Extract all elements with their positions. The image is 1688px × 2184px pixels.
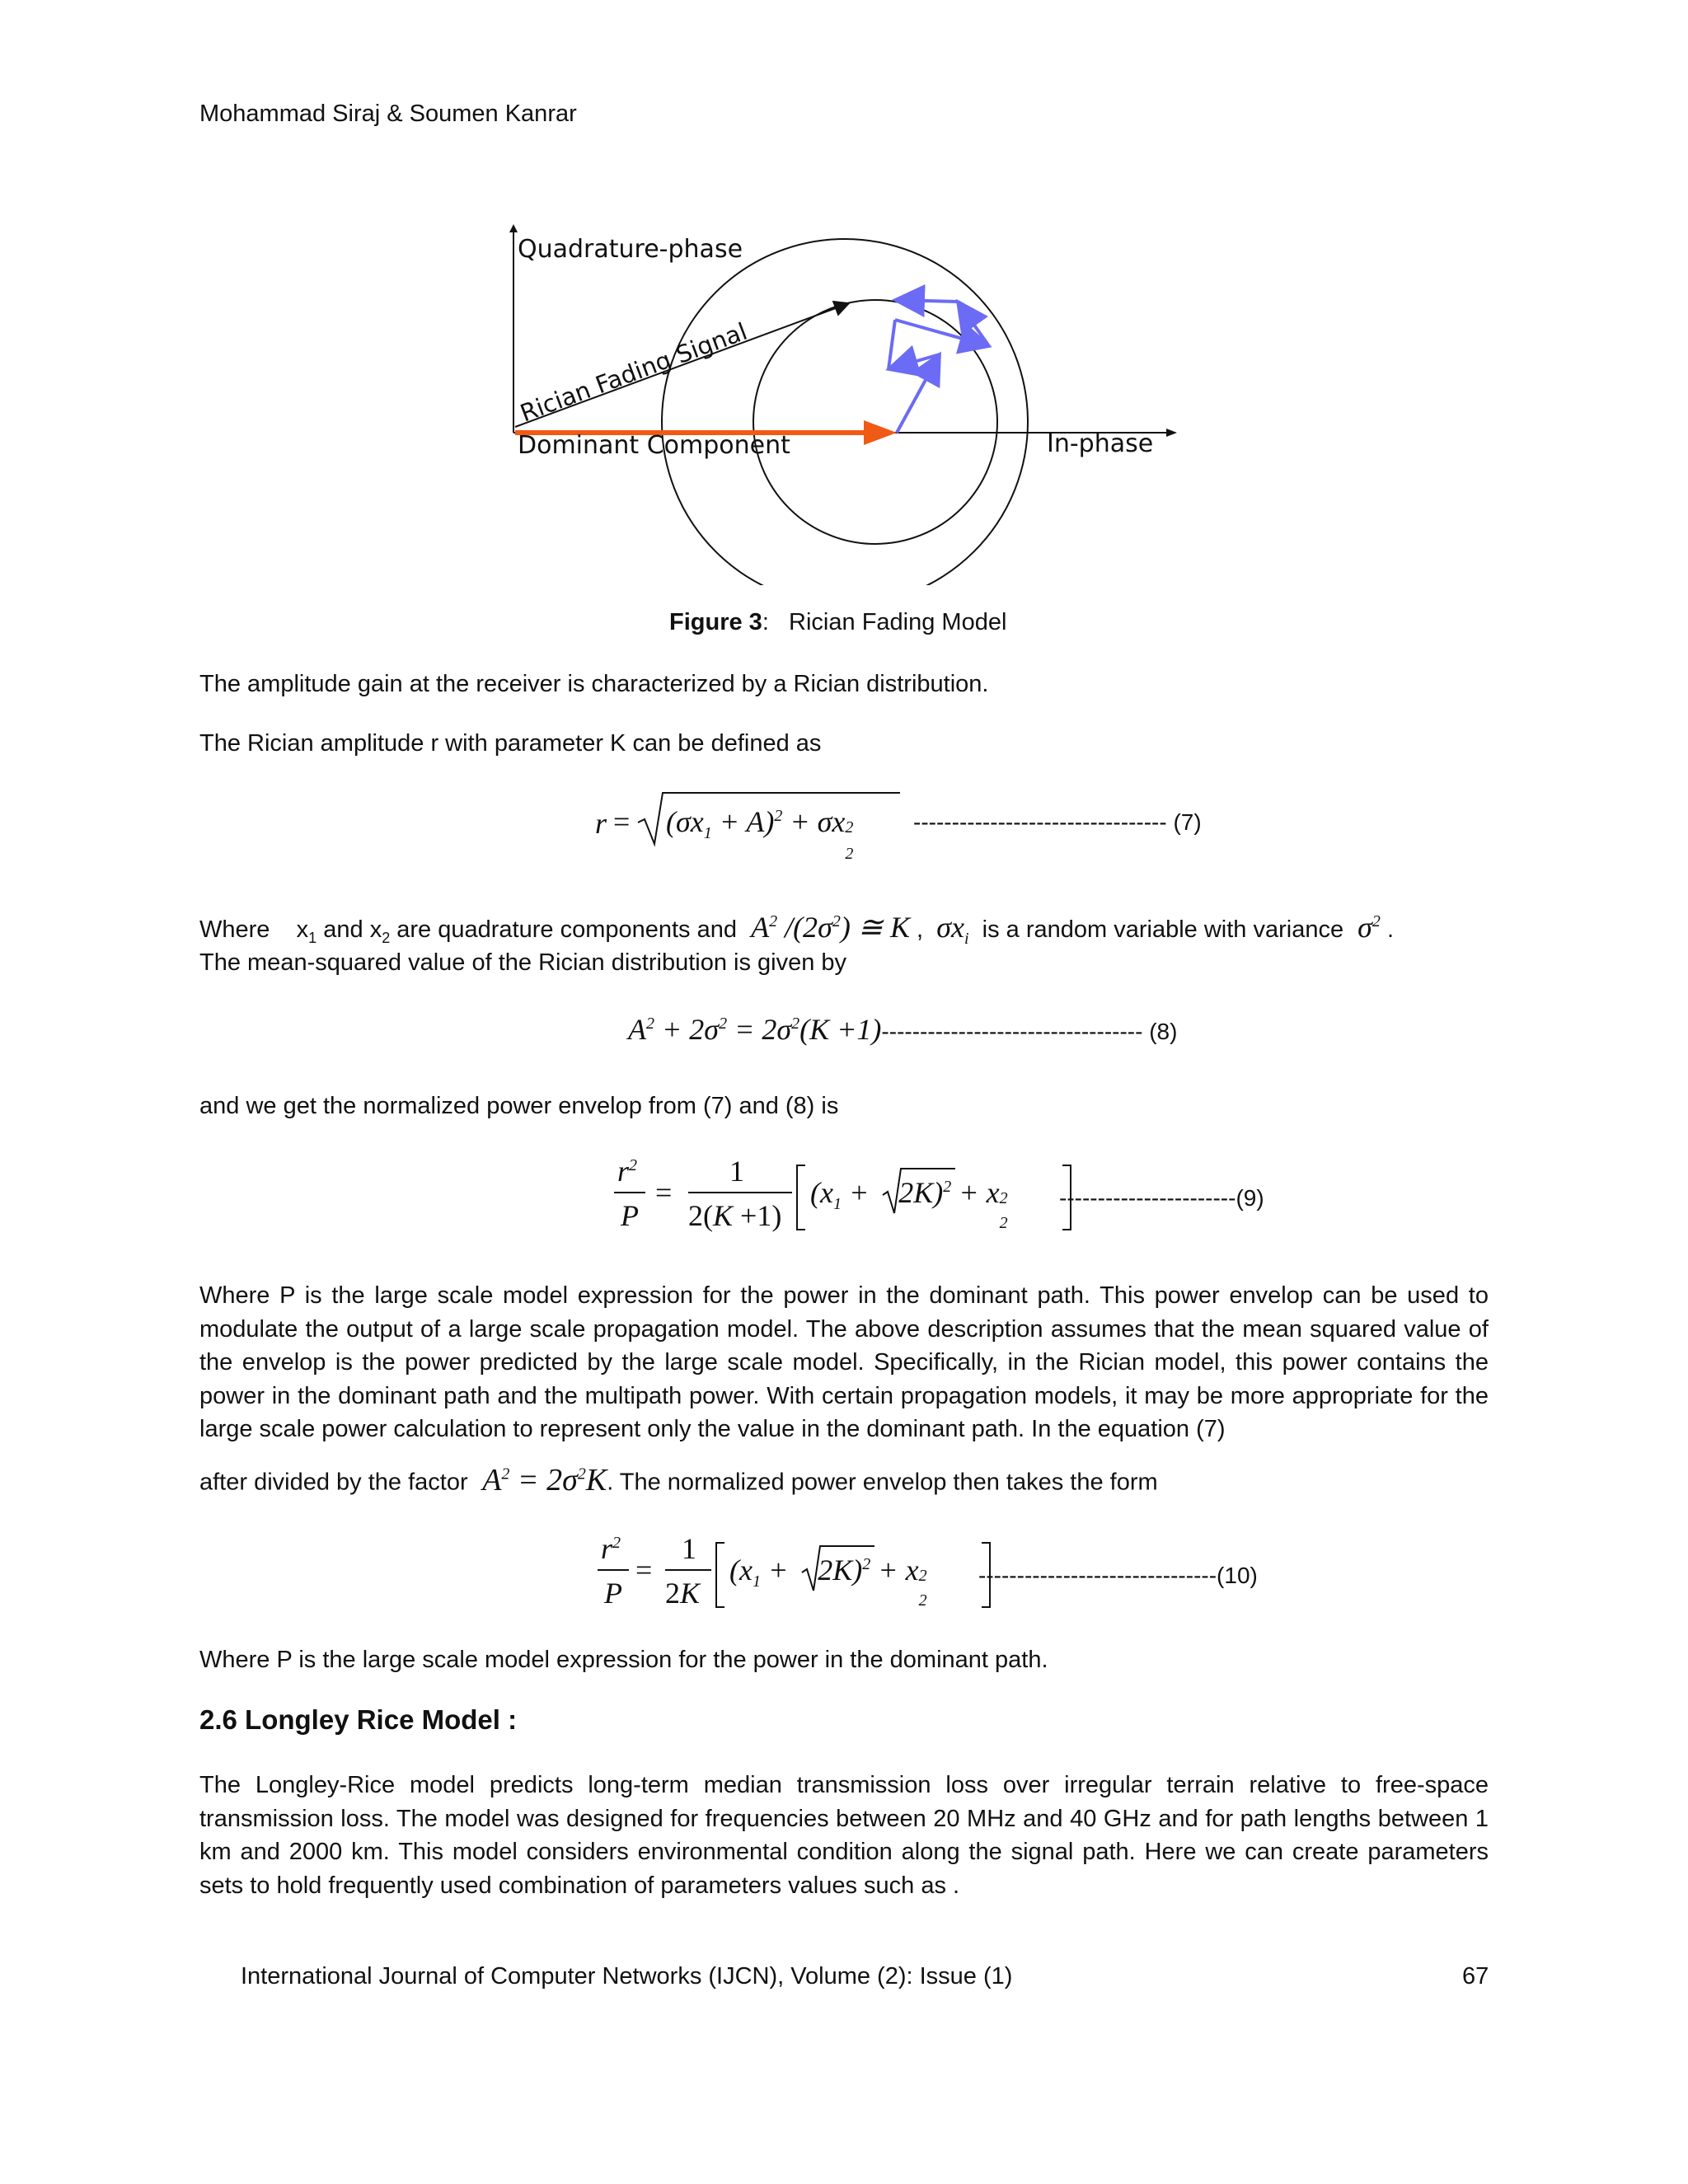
- p3-and: and: [323, 916, 363, 943]
- signal-label: Rician Fading Signal: [516, 316, 751, 428]
- p7-start: after divided by the factor: [199, 1469, 468, 1496]
- footer-page-number: 67: [1462, 1963, 1489, 1990]
- paragraph-5: and we get the normalized power envelop from (7) and (8) is: [199, 1093, 839, 1119]
- p3-x1: x: [296, 916, 309, 943]
- paragraph-3: Where $x_1$ and $x_2$ are quadrature components and $A^2$ $/(2\sigma^2)$ ≅ K , $\sigma x_i$ is a random variable with variance $\sigma^2$ .: [199, 911, 1395, 949]
- p3-x2: x: [369, 916, 382, 943]
- equation-10: $r^2$ P = 1 2K ($x_1$ + 2K)$^2$ + x 2 2 -------------------------------(10): [598, 1531, 1339, 1622]
- paragraph-7: [199, 1457, 1158, 1499]
- outer-circle: [662, 239, 1028, 585]
- paragraph-1: The amplitude gain at the receiver is characterized by a Rician distribution.: [199, 671, 989, 697]
- eq7-number: --------------------------------- (7): [913, 809, 1202, 835]
- eq7-lhs: r: [595, 807, 607, 840]
- p3-math-c: $\sigma^2$: [1350, 911, 1381, 944]
- y-axis-label: Quadrature-phase: [518, 235, 743, 264]
- rician-fading-figure: [495, 223, 1203, 585]
- paragraph-4: The mean-squared value of the Rician distribution is given by: [199, 949, 847, 976]
- paragraph-9: The Longley-Rice model predicts long-term median transmission loss over irregular terrain relative to free-space transmission loss. The model was designed for frequencies between 20 MHz and 40 GHz and for path lengths between 1 km and 2000 km. This model considers environmental condition along the signal path. Here we can create parameters sets to hold frequently used combination of parameters values such as .: [199, 1772, 1489, 1899]
- p3-random: is a random variable with variance: [982, 916, 1344, 943]
- dominant-label: Dominant Component: [518, 431, 790, 460]
- figure-caption-label: Figure 3: [669, 609, 762, 635]
- p7-end: . The normalized power envelop then takes the form: [607, 1469, 1158, 1496]
- figure-svg: [495, 223, 1203, 585]
- figure-caption: [669, 606, 1006, 640]
- paragraph-6: Where P is the large scale model expression for the power in the dominant path. This power envelop can be used to modulate the output of a large scale propagation model. The above description assumes that the mean squared value of the envelop is the power predicted by the large scale model. Specifically, in the Rician model, this power contains the power in the dominant path and the multipath power. With certain propagation models, it may be more appropriate for the large scale power calculation to represent only the value in the dominant path. In the equation (7): [199, 1282, 1489, 1442]
- eq9-number: -----------------------(9): [1059, 1185, 1264, 1211]
- section-heading: 2.6 Longley Rice Model :: [199, 1704, 518, 1735]
- eq8-expr: $A^2 + 2\sigma^2 = 2\sigma^2(K +1)$: [628, 1013, 882, 1046]
- equation-8: [628, 1012, 1287, 1062]
- equation-7: [595, 783, 1254, 863]
- paragraph-8: Where P is the large scale model expression for the power in the dominant path.: [199, 1647, 1048, 1673]
- p3-rest: are quadrature components and: [396, 916, 737, 943]
- p3-where: Where: [199, 916, 270, 943]
- footer-journal: International Journal of Computer Networks (IJCN), Volume (2): Issue (1): [241, 1963, 1013, 1990]
- eq7-eq: =: [613, 805, 631, 838]
- eq8-number: ---------------------------------- (8): [881, 1019, 1178, 1044]
- equation-9: $r^2$ P = 1 2(K +1) ($x_1$ + 2K)$^2$ + x 2 2 -----------------------(9): [614, 1154, 1356, 1244]
- eq10-number: -------------------------------(10): [978, 1563, 1258, 1588]
- p3-x2-sub: 2: [382, 929, 391, 946]
- x-axis-label: In-phase: [1047, 429, 1154, 458]
- figure-caption-text: Rician Fading Model: [789, 609, 1007, 635]
- p7-math: $A^2 = 2\sigma^2K$: [474, 1462, 607, 1497]
- p3-math-a: $A^2$ $/(2\sigma^2)$ ≅ K: [743, 911, 910, 944]
- running-header: Mohammad Siraj & Soumen Kanrar: [199, 101, 577, 127]
- paragraph-2: The Rician amplitude r with parameter K can be defined as: [199, 730, 822, 757]
- p3-x1-sub: 1: [308, 929, 317, 946]
- p3-math-b: $\sigma x_i$: [936, 911, 969, 949]
- eq7-rhs: $(\sigma x_1 + A)^2 + \sigma x$ 2 2: [666, 805, 854, 863]
- figure-caption-sep: :: [762, 609, 769, 635]
